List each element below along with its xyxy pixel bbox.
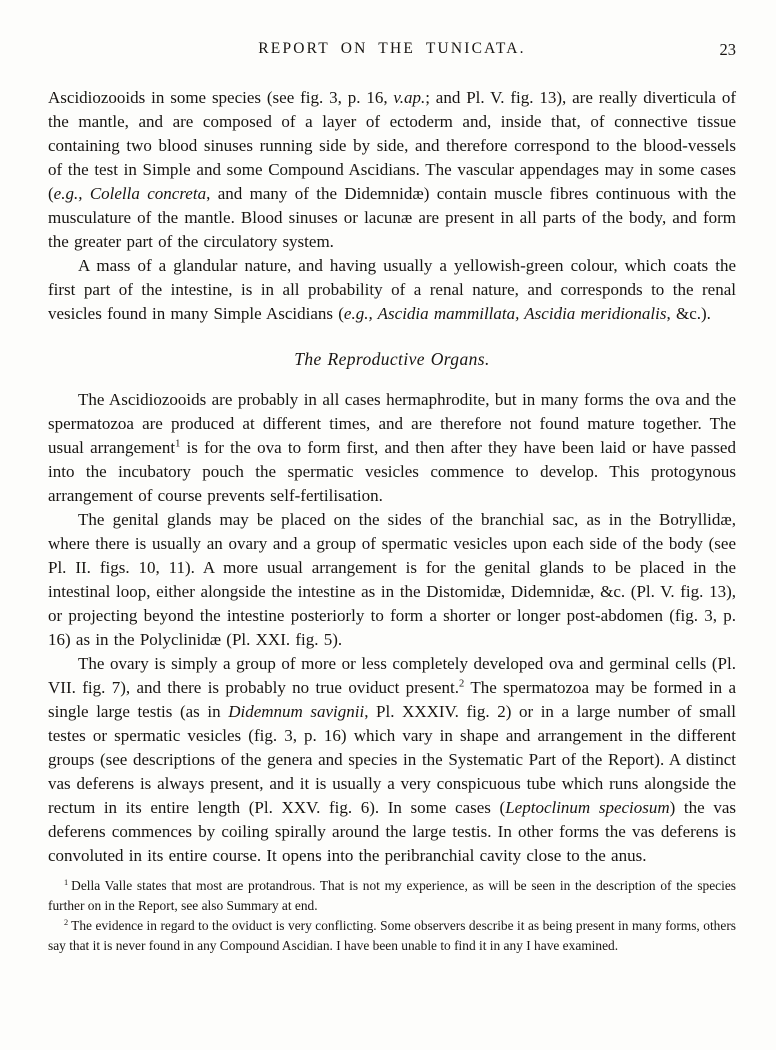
- paragraph: [48, 652, 736, 868]
- body-text-run: , &c.).: [666, 304, 711, 323]
- paragraph: [48, 86, 736, 254]
- paragraph: [48, 508, 736, 652]
- footnotes: [48, 876, 736, 956]
- footnote-reference: 2: [459, 678, 465, 690]
- page-body: [48, 86, 736, 868]
- running-head: [48, 40, 736, 62]
- italic-text: Leptoclinum speciosum: [505, 798, 670, 817]
- footnote: [48, 916, 736, 956]
- body-text-run: , and many of the Didemnidæ) contain muscle fibres continuous with the musculature of the mantle. Blood sinuses or lacunæ are present in all parts of the body, and form the greater part of the circulatory system.: [48, 184, 737, 251]
- body-text-run: Ascidiozooids in some species (see fig. 3, p. 16,: [48, 88, 394, 107]
- footnote-marker: 2: [64, 917, 69, 927]
- section-heading: [48, 347, 736, 371]
- body-text-run: A mass of a glandular nature, and having usually a yellowish-green colour, which coats the first part of the intestine, is in all probability of a renal nature, and corresponds to the renal vesicles found in many Simple Ascidians (: [48, 256, 736, 323]
- italic-text: e.g., Ascidia mammillata, Ascidia meridionalis: [343, 304, 667, 323]
- footnote-marker: 1: [64, 877, 69, 887]
- paragraph: [48, 254, 736, 326]
- footnote-text: The evidence in regard to the oviduct is very conflicting. Some observers describe it as being present in many forms, others say that it is never found in any Compound Ascidian. I have been unable to find it in any I have examined.: [48, 918, 736, 953]
- body-text-run: ; and Pl. V. fig. 13), are really diverticula of the mantle, and are composed of a layer of ectoderm and, inside that, of connective tissue containing two blood sinuses running side by side, and therefore correspond to the blood-vessels of the test in Simple and some Compound Ascidians. The vascular appendages may in some cases (: [48, 88, 736, 203]
- footnote: [48, 876, 736, 916]
- body-text-run: ) the vas deferens commences by coiling spirally around the large testis. In other forms the vas deferens is convoluted in its entire course. It opens into the peribranchial cavity close to the anus.: [48, 798, 736, 865]
- running-title: REPORT ON THE TUNICATA.: [258, 40, 526, 57]
- page-number: 23: [719, 40, 736, 59]
- italic-text: v.ap.: [393, 88, 426, 107]
- body-text-run: The spermatozoa may be formed in a single large testis (as in: [48, 678, 737, 721]
- body-text-run: is for the ova to form first, and then after they have been laid or have passed into the incubatory pouch the spermatic vesicles commence to develop. This protogynous arrangement of course prevents self-fertilisation.: [48, 438, 736, 505]
- footnote-reference: 1: [175, 438, 181, 450]
- italic-text: Didemnum savignii: [228, 702, 365, 721]
- body-text-run: The Ascidiozooids are probably in all cases hermaphrodite, but in many forms the ova and the spermatozoa are produced at different times, and are therefore not found mature together. The usual arrangement: [48, 390, 736, 457]
- italic-text: e.g., Colella concreta: [53, 184, 207, 203]
- body-text-run: The ovary is simply a group of more or less completely developed ova and germinal cells (Pl. VII. fig. 7), and there is probably no true oviduct present.: [48, 654, 736, 697]
- footnote-text: Della Valle states that most are protandrous. That is not my experience, as will be seen in the description of the species further on in the Report, see also Summary at end.: [48, 878, 736, 913]
- body-text-run: , Pl. XXXIV. fig. 2) or in a large number of small testes or spermatic vesicles (fig. 3, p. 16) which vary in shape and arrangement in the different groups (see descriptions of the genera and species in the Systematic Part of the Report). A distinct vas deferens is always present, and it is usually a very conspicuous tube which runs alongside the rectum in its entire length (Pl. XXV. fig. 6). In some cases (: [48, 702, 736, 817]
- body-text-run: The genital glands may be placed on the sides of the branchial sac, as in the Botryllidæ, where there is usually an ovary and a group of spermatic vesicles upon each side of the body (see Pl. II. figs. 10, 11). A more usual arrangement is for the genital glands to be placed in the intestinal loop, either alongside the intestine as in the Distomidæ, Didemnidæ, &c. (Pl. V. fig. 13), or projecting beyond the intestine posteriorly to form a shorter or longer post-abdomen (fig. 3, p. 16) as in the Polyclinidæ (Pl. XXI. fig. 5).: [48, 510, 736, 649]
- paragraph: [48, 388, 736, 508]
- italic-text: The Reproductive Organs.: [294, 349, 490, 369]
